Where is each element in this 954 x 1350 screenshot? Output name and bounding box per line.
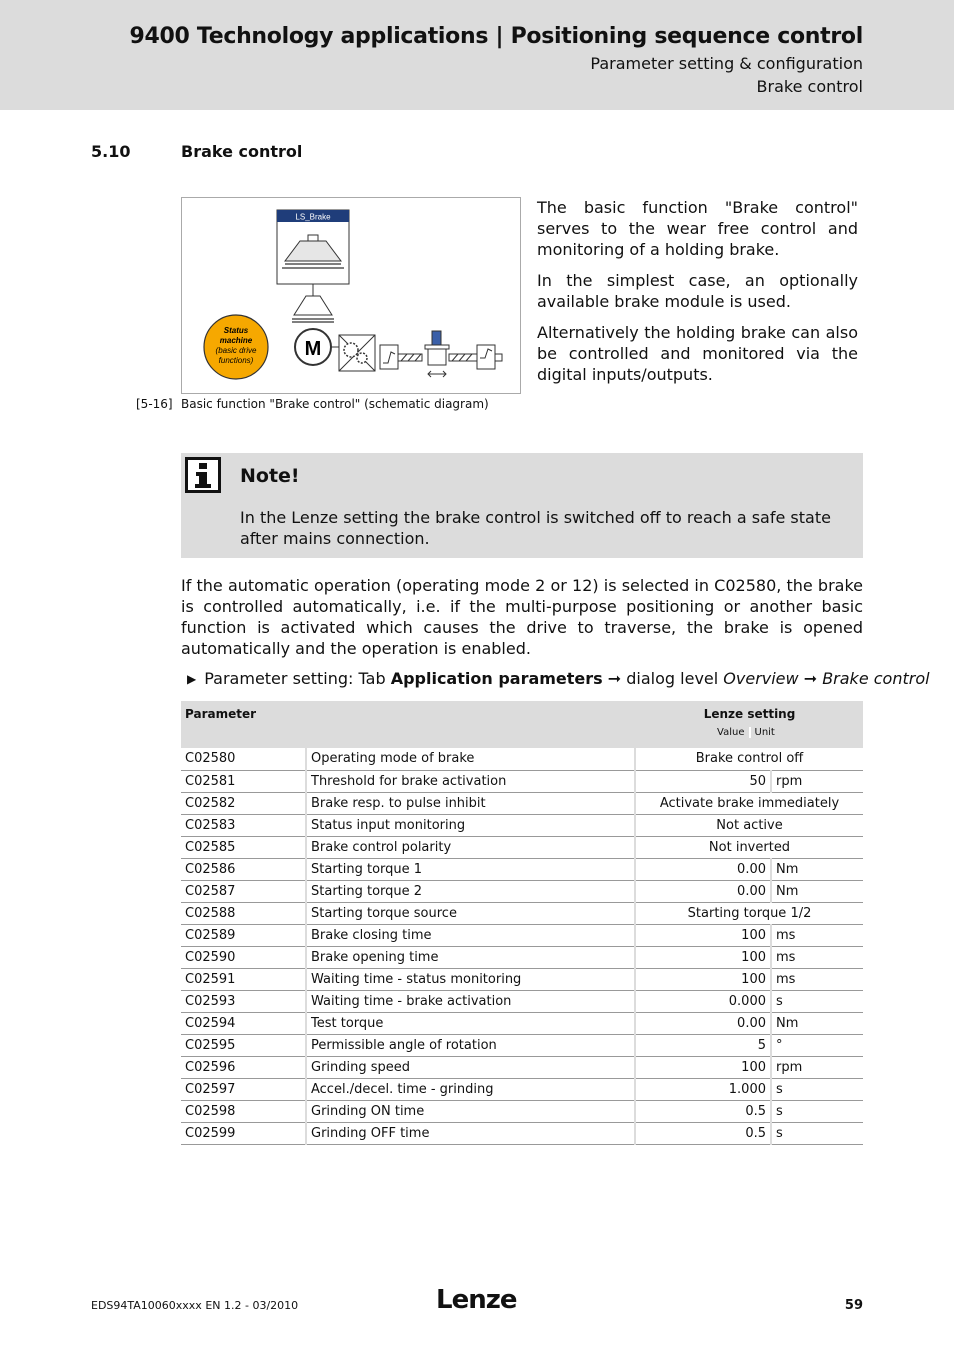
- param-code: C02589: [181, 924, 306, 946]
- intro-paragraph-3: Alternatively the holding brake can also be controlled and monitored via the digital inputs/outputs.: [537, 323, 858, 384]
- intro-text: [537, 197, 858, 395]
- figure-number: [5-16]: [136, 397, 173, 411]
- table-row: [181, 968, 863, 990]
- status-label-4: functions): [218, 356, 254, 365]
- param-name: Brake control polarity: [306, 836, 635, 858]
- table-row: [181, 770, 863, 792]
- path-level: Overview: [723, 669, 799, 688]
- param-code: C02581: [181, 770, 306, 792]
- param-value: 0.00: [635, 1012, 771, 1034]
- table-row: [181, 792, 863, 814]
- motor-icon: [295, 329, 339, 365]
- param-code: C02591: [181, 968, 306, 990]
- param-code: C02580: [181, 748, 306, 770]
- param-value: 5: [635, 1034, 771, 1056]
- header-title: 9400 Technology applications | Positioning sequence control: [129, 24, 863, 49]
- param-value: 100: [635, 946, 771, 968]
- param-value: Not inverted: [635, 836, 863, 858]
- table-row: [181, 946, 863, 968]
- table-body: [181, 748, 863, 1144]
- path-arrow-2: ➞: [798, 669, 823, 688]
- spindle-axis-icon: [398, 331, 477, 377]
- table-row: [181, 990, 863, 1012]
- param-unit: s: [771, 1122, 863, 1144]
- param-value: 0.00: [635, 880, 771, 902]
- page-header: [0, 0, 954, 110]
- path-prefix: Parameter setting: Tab: [204, 669, 391, 688]
- param-unit: Nm: [771, 858, 863, 880]
- path-page: Brake control: [822, 669, 930, 688]
- page-number: 59: [844, 1298, 863, 1313]
- table-row: [181, 1078, 863, 1100]
- schematic-diagram: [181, 197, 521, 394]
- motor-label: M: [304, 338, 322, 360]
- brake-symbol-icon: [292, 284, 334, 322]
- gearbox-icon: [339, 335, 375, 371]
- param-unit: ms: [771, 924, 863, 946]
- param-name: Accel./decel. time - grinding: [306, 1078, 635, 1100]
- table-row: [181, 1034, 863, 1056]
- header-lenze-label: Lenze setting: [703, 707, 796, 721]
- header-lenze-setting: [635, 701, 863, 748]
- param-code: C02597: [181, 1078, 306, 1100]
- param-code: C02587: [181, 880, 306, 902]
- coupling-icon: [380, 345, 398, 369]
- path-tab: Application parameters: [390, 669, 603, 688]
- param-value: Starting torque 1/2: [635, 902, 863, 924]
- param-value: 0.000: [635, 990, 771, 1012]
- param-name: Status input monitoring: [306, 814, 635, 836]
- param-name: Waiting time - brake activation: [306, 990, 635, 1012]
- table-row: [181, 858, 863, 880]
- header-unit: Unit: [754, 727, 775, 738]
- param-code: C02595: [181, 1034, 306, 1056]
- param-name: Starting torque 1: [306, 858, 635, 880]
- header-subtitle-section: Brake control: [756, 77, 863, 96]
- status-label-3: (basic drive: [215, 346, 257, 355]
- info-icon: [185, 457, 221, 493]
- param-value: 100: [635, 924, 771, 946]
- param-value: 0.5: [635, 1100, 771, 1122]
- param-name: Brake opening time: [306, 946, 635, 968]
- figure-caption: Basic function "Brake control" (schematic diagram): [181, 397, 489, 411]
- param-unit: s: [771, 1078, 863, 1100]
- table-row: [181, 1012, 863, 1034]
- param-unit: rpm: [771, 1056, 863, 1078]
- table-row: [181, 748, 863, 770]
- bullet-triangle-icon: ▶: [187, 672, 197, 686]
- param-code: C02585: [181, 836, 306, 858]
- param-value: 100: [635, 968, 771, 990]
- table-row: [181, 836, 863, 858]
- end-coupling-icon: [477, 345, 502, 369]
- param-value: Not active: [635, 814, 863, 836]
- note-box: [181, 453, 863, 558]
- param-unit: Nm: [771, 880, 863, 902]
- param-code: C02594: [181, 1012, 306, 1034]
- note-text: In the Lenze setting the brake control is switched off to reach a safe state after mains connection.: [240, 508, 831, 548]
- table-row: [181, 814, 863, 836]
- parameter-table: [181, 701, 863, 1145]
- param-value: Brake control off: [635, 748, 863, 770]
- header-subtitle-chapter: Parameter setting & configuration: [590, 54, 863, 73]
- param-unit: ms: [771, 968, 863, 990]
- section-number: 5.10: [91, 142, 131, 161]
- param-value: Activate brake immediately: [635, 792, 863, 814]
- table-row: [181, 1100, 863, 1122]
- param-name: Grinding OFF time: [306, 1122, 635, 1144]
- param-name: Starting torque source: [306, 902, 635, 924]
- table-row: [181, 1056, 863, 1078]
- param-code: C02582: [181, 792, 306, 814]
- note-title: Note!: [240, 465, 300, 487]
- param-name: Test torque: [306, 1012, 635, 1034]
- table-row: [181, 902, 863, 924]
- param-code: C02593: [181, 990, 306, 1012]
- param-name: Grinding speed: [306, 1056, 635, 1078]
- header-value: Value: [709, 727, 751, 738]
- param-unit: °: [771, 1034, 863, 1056]
- param-code: C02590: [181, 946, 306, 968]
- param-value: 100: [635, 1056, 771, 1078]
- param-value: 50: [635, 770, 771, 792]
- param-name: Grinding ON time: [306, 1100, 635, 1122]
- header-parameter: Parameter: [181, 701, 635, 748]
- param-code: C02596: [181, 1056, 306, 1078]
- param-unit: s: [771, 990, 863, 1012]
- param-name: Permissible angle of rotation: [306, 1034, 635, 1056]
- section-title: Brake control: [181, 142, 303, 161]
- body-paragraph: If the automatic operation (operating mode 2 or 12) is selected in C02580, the brake is controlled automatically, i.e. if the multi-purpose positioning or another basic function is activated which causes the drive to traverse, the brake is opened automatically and the operation is enabled.: [181, 576, 863, 658]
- intro-paragraph-2: In the simplest case, an optionally available brake module is used.: [537, 271, 858, 311]
- param-name: Operating mode of brake: [306, 748, 635, 770]
- param-unit: Nm: [771, 1012, 863, 1034]
- param-name: Brake closing time: [306, 924, 635, 946]
- param-code: C02588: [181, 902, 306, 924]
- table-row: [181, 1122, 863, 1144]
- status-label-1: Status: [223, 326, 249, 335]
- path-mid: dialog level: [626, 669, 724, 688]
- param-value: 0.5: [635, 1122, 771, 1144]
- parameter-setting-path: [187, 668, 930, 690]
- table-header-row: [181, 701, 863, 748]
- path-arrow-1: ➞: [602, 669, 627, 688]
- table-row: [181, 880, 863, 902]
- param-value: 1.000: [635, 1078, 771, 1100]
- param-unit: s: [771, 1100, 863, 1122]
- param-code: C02583: [181, 814, 306, 836]
- param-unit: ms: [771, 946, 863, 968]
- footer-document-id: EDS94TA10060xxxx EN 1.2 - 03/2010: [91, 1299, 299, 1312]
- block-label: LS_Brake: [295, 212, 331, 222]
- intro-paragraph-1: The basic function "Brake control" serves to the wear free control and monitoring of a holding brake.: [537, 198, 858, 259]
- param-name: Threshold for brake activation: [306, 770, 635, 792]
- param-code: C02598: [181, 1100, 306, 1122]
- table-row: [181, 924, 863, 946]
- param-name: Starting torque 2: [306, 880, 635, 902]
- status-machine-icon: [204, 315, 268, 379]
- status-label-2: machine: [219, 336, 253, 345]
- lenze-logo: Lenze: [436, 1285, 517, 1315]
- param-code: C02586: [181, 858, 306, 880]
- param-name: Waiting time - status monitoring: [306, 968, 635, 990]
- param-name: Brake resp. to pulse inhibit: [306, 792, 635, 814]
- param-value: 0.00: [635, 858, 771, 880]
- param-code: C02599: [181, 1122, 306, 1144]
- param-unit: rpm: [771, 770, 863, 792]
